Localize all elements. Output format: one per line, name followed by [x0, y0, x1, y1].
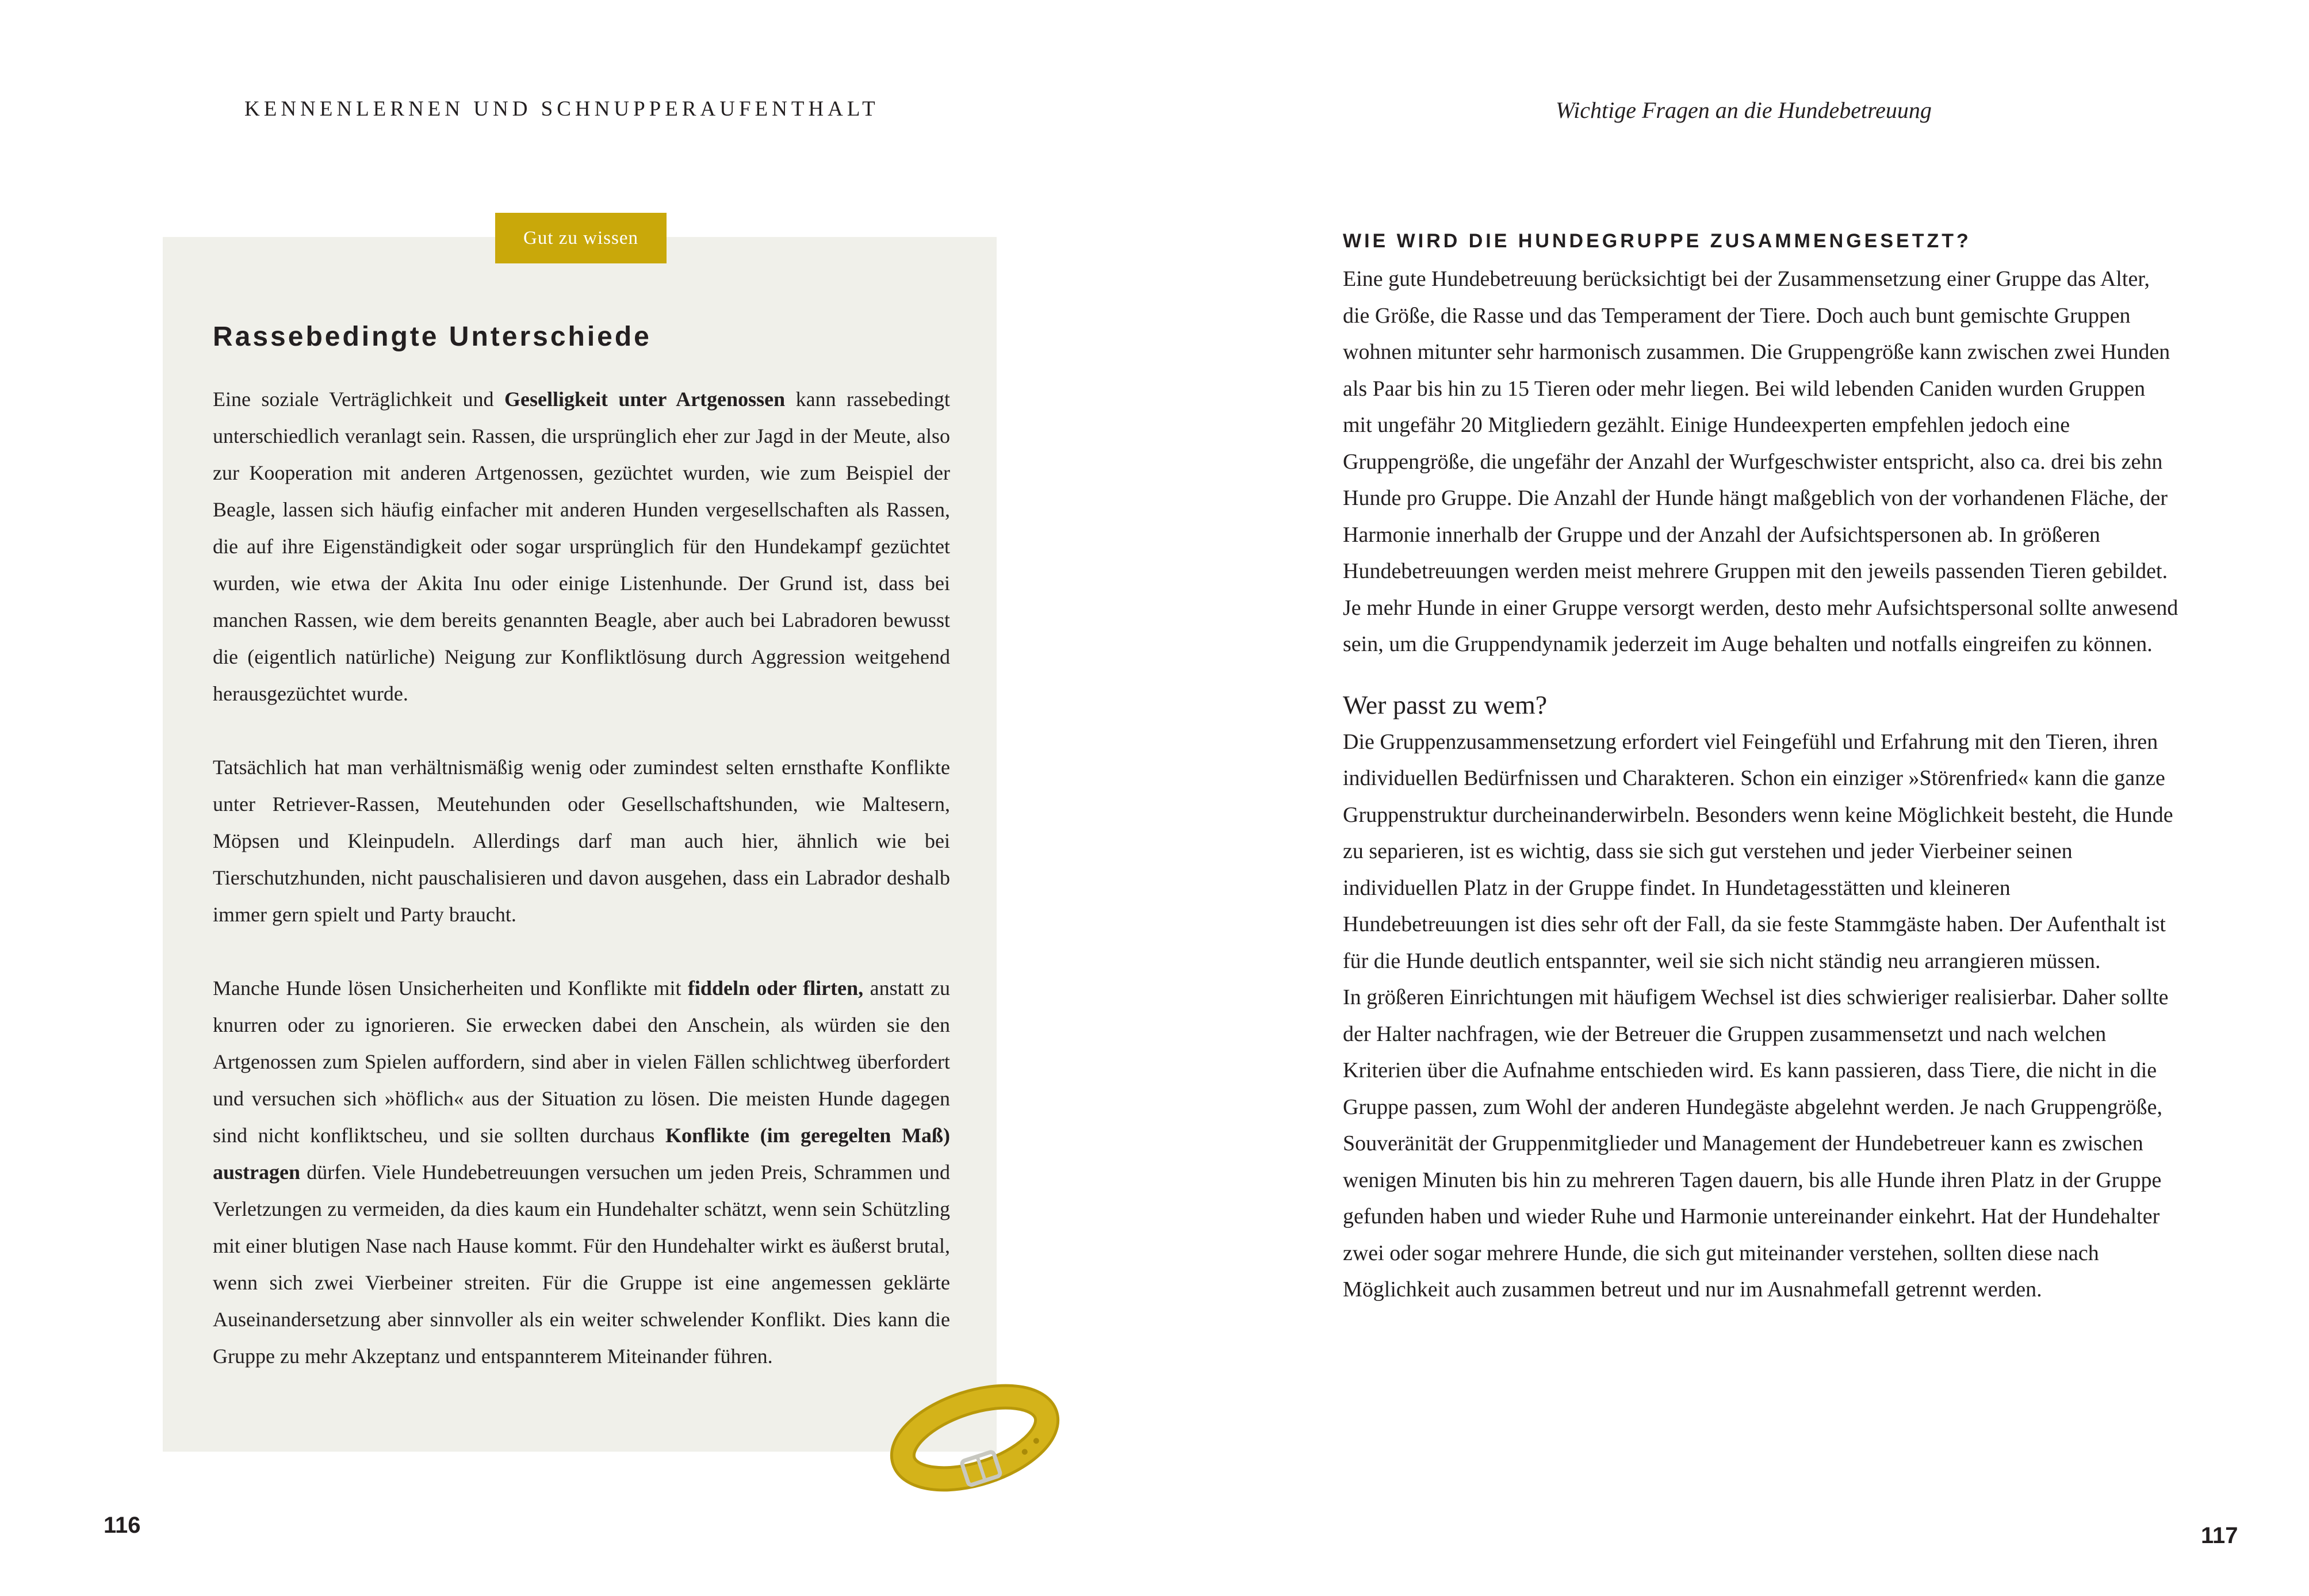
info-box-text	[213, 381, 950, 1375]
right-column	[1343, 221, 2180, 1308]
info-box-paragraph	[213, 970, 950, 1375]
text-run: dürfen. Viele Hundebetreuungen versuchen um jeden Preis, Schrammen und Verletzungen zu vermeiden, da dies kaum ein Hundehalter schätzt, wenn sein Schützling mit einer blutigen Nase nach Hause kommt. Für den Hundehalter wirkt es äußerst brutal, wenn sich zwei Vierbeiner streiten. Für die Gruppe ist eine angemessen geklärte Auseinandersetzung aber sinnvoller als ein weiter schwelender Konflikt. Dies kann die Gruppe zu mehr Akzeptanz und entspannterem Miteinander führen.	[213, 1161, 950, 1368]
subsection-heading: Wer passt zu wem?	[1343, 690, 1548, 719]
section-heading: WIE WIRD DIE HUNDEGRUPPE ZUSAMMENGESETZT?	[1343, 230, 1971, 252]
bold-text: Konflikte (im geregelten Maß) austragen	[213, 1124, 950, 1184]
running-head-left: KENNENLERNEN UND SCHNUPPERAUFENTHALT	[244, 97, 879, 121]
subsection-paragraph-2: In größeren Einrichtungen mit häufigem Wechsel ist dies schwieriger realisierbar. Daher sollte der Halter nachfragen, wie der Betreuer die Gruppen zusammensetzt und nach welchen Kriterien über die Aufnahme entschieden wird. Es kann passieren, dass Tiere, die nicht in die Gruppe passen, zum Wohl der anderen Hundegäste abgelehnt werden. Je nach Gruppengröße, Souveränität der Gruppenmitglieder und Management der Hundebetreuer kann es zwischen wenigen Minuten bis hin zu mehreren Tagen dauern, bis alle Hunde ihren Platz in der Gruppe gefunden haben und wieder Ruhe und Harmonie untereinander einkehrt. Hat der Hundehalter zwei oder sogar mehrere Hunde, die sich gut miteinander verstehen, sollten diese nach Möglichkeit auch zusammen betreut und nur im Ausnahmefall getrennt werden.	[1343, 985, 2169, 1302]
info-box-tag: Gut zu wissen	[495, 213, 667, 263]
info-box-paragraph	[213, 749, 950, 933]
text-run: Eine soziale Verträglichkeit und	[213, 388, 504, 411]
page-number-left: 116	[104, 1513, 141, 1538]
dog-collar-icon	[886, 1375, 1064, 1495]
page-number-right: 117	[2201, 1523, 2238, 1548]
text-run: kann rassebedingt unterschiedlich veranlagt sein. Rassen, die ursprünglich eher zur Jagd in der Meute, also zur Kooperation mit anderen Artgenossen, gezüchtet wurden, wie zum Beispiel der Beagle, lassen sich häufig einfacher mit anderen Hunden vergesellschaften als Rassen, die auf ihre Eigenständigkeit oder sogar ursprünglich für den Hundekampf gezüchtet wurden, wie etwa der Akita Inu oder einige Listenhunde. Der Grund ist, dass bei manchen Rassen, wie dem bereits genannten Beagle, aber auch bei Labradoren bewusst die (eigentlich natürliche) Neigung zur Konfliktlösung durch Aggression weitgehend herausgezüchtet wurde.	[213, 388, 950, 705]
text-run: Tatsächlich hat man verhältnismäßig wenig oder zumindest selten ernsthafte Konflikte unter Retriever-Rassen, Meutehunden oder Gesellschaftshunden, wie Maltesern, Möpsen und Kleinpudeln. Allerdings darf man auch hier, ähnlich wie bei Tierschutzhunden, nicht pauschalisieren und davon ausgehen, dass ein Labrador deshalb immer gern spielt und Party braucht.	[213, 756, 950, 926]
bold-text: fiddeln oder flirten,	[687, 977, 864, 1000]
bold-text: Geselligkeit unter Artgenossen	[504, 388, 786, 411]
info-box-title: Rassebedingte Unterschiede	[213, 322, 652, 352]
subsection-paragraph-1: Die Gruppenzusammensetzung erfordert viel Feingefühl und Erfahrung mit den Tieren, ihren individuellen Bedürfnissen und Charakteren. Schon ein einziger »Störenfried« kann die ganze Gruppenstruktur durcheinanderwirbeln. Besonders wenn keine Möglichkeit besteht, die Hunde zu separieren, ist es wichtig, dass sie sich gut verstehen und jeder Vierbeiner seinen individuellen Platz in der Gruppe findet. In Hundetagesstätten und kleineren Hundebetreuungen ist dies sehr oft der Fall, da sie feste Stammgäste haben. Der Aufenthalt ist für die Hunde deutlich entspannter, weil sie sich nicht ständig neu arrangieren müssen.	[1343, 729, 2173, 973]
text-run: anstatt zu knurren oder zu ignorieren. Sie erwecken dabei den Anschein, als würden sie den Artgenossen zum Spielen auffordern, sind aber in vielen Fällen schlichtweg überfordert und versuchen sich »höflich« aus der Situation zu lösen. Die meisten Hunde dagegen sind nicht konfliktscheu, und sie sollten durchaus	[213, 977, 950, 1147]
running-head-right: Wichtige Fragen an die Hundebetreuung	[1556, 97, 1932, 123]
section-paragraph: Eine gute Hundebetreuung berücksichtigt bei der Zusammensetzung einer Gruppe das Alter, die Größe, die Rasse und das Temperament der Tiere. Doch auch bunt gemischte Gruppen wohnen mitunter sehr harmonisch zusammen. Die Gruppengröße kann zwischen zwei Hunden als Paar bis hin zu 15 Tieren oder mehr liegen. Bei wild lebenden Caniden wurden Gruppen mit ungefähr 20 Mitgliedern gezählt. Einige Hundeexperten empfehlen jedoch eine Gruppengröße, die ungefähr der Anzahl der Wurfgeschwister entspricht, also ca. drei bis zehn Hunde pro Gruppe. Die Anzahl der Hunde hängt maßgeblich von der vorhandenen Fläche, der Harmonie innerhalb der Gruppe und der Anzahl der Aufsichtspersonen ab. In größeren Hundebetreuungen werden meist mehrere Gruppen mit den jeweils passenden Tieren gebildet. Je mehr Hunde in einer Gruppe versorgt werden, desto mehr Aufsichtspersonal sollte anwesend sein, um die Gruppendynamik jederzeit im Auge behalten und notfalls eingreifen zu können.	[1343, 267, 2178, 656]
text-run: Manche Hunde lösen Unsicherheiten und Konflikte mit	[213, 977, 688, 1000]
info-box-paragraph	[213, 381, 950, 712]
